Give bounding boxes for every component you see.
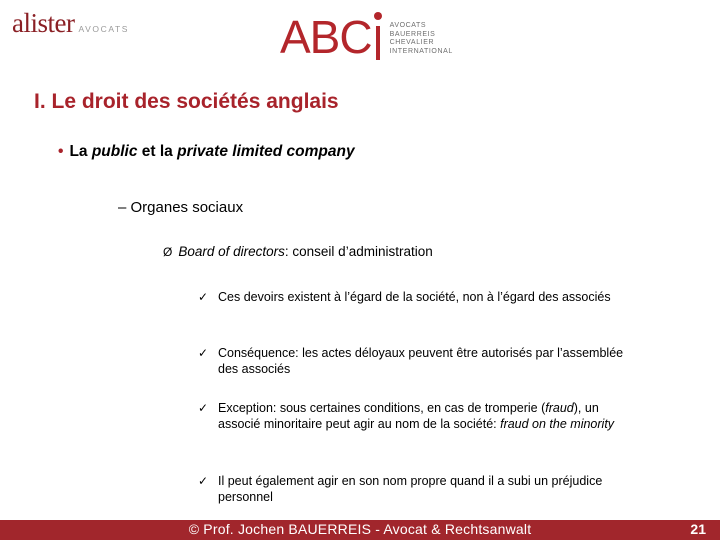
firm-line: CHEVALIER (389, 39, 435, 46)
alister-logo-subtitle: AVOCATS (78, 24, 130, 34)
alister-logo-word: alister (12, 8, 75, 38)
check-item-text (218, 401, 628, 432)
level1-text-middle: et la (137, 143, 178, 160)
check-item (198, 346, 628, 377)
slide-title: I. Le droit des sociétés anglais (34, 90, 339, 113)
level1-text-before: La (69, 143, 92, 160)
firm-line: AVOCATS (389, 22, 427, 29)
page-number: 21 (690, 521, 706, 537)
check-icon: ✓ (198, 346, 209, 360)
level1-public: public (91, 143, 138, 160)
footer-credit: © Prof. Jochen BAUERREIS - Avocat & Rechtsanwalt (188, 521, 532, 537)
check-item-text: Ces devoirs existent à l’égard de la société, non à l’égard des associés (218, 290, 611, 304)
check-text-part: ), un associé minoritaire peut agir au nom de la société: (218, 401, 599, 431)
firm-line: INTERNATIONAL (389, 47, 453, 55)
bullet-dot: • (58, 143, 64, 160)
bullet-level-1 (58, 143, 355, 161)
arrow-bullet-icon: Ø (163, 245, 173, 259)
abci-firm-name (390, 22, 453, 56)
abci-logo-bar (376, 26, 380, 60)
check-item-text: Il peut également agir en son nom propre quand il a subi un préjudice personnel (218, 474, 603, 504)
abci-logo-letters: ABC (280, 11, 372, 63)
abci-logo (280, 12, 453, 62)
abci-logo-i-mark (372, 12, 386, 62)
check-icon: ✓ (198, 401, 209, 415)
alister-logo (12, 8, 129, 39)
check-item (198, 401, 628, 432)
check-icon: ✓ (198, 474, 209, 488)
level1-private: private limited company (177, 143, 355, 160)
fraud-on-minority-term: fraud on the minority (500, 416, 615, 431)
check-text-part: Exception: sous certaines conditions, en cas de tromperie ( (218, 401, 546, 415)
firm-line: BAUERREIS (389, 30, 436, 38)
level3-italic: Board of directors (178, 244, 285, 259)
bullet-level-3 (163, 244, 433, 259)
abci-logo-dot (374, 12, 382, 20)
fraud-term: fraud (545, 401, 574, 415)
check-item (198, 290, 628, 306)
check-icon: ✓ (198, 290, 209, 304)
check-item-text: Conséquence: les actes déloyaux peuvent être autorisés par l’assemblée des associés (218, 346, 624, 376)
bullet-level-2: – Organes sociaux (118, 199, 244, 216)
footer-bar (0, 520, 720, 540)
check-item (198, 474, 628, 505)
level3-rest: : conseil d’administration (284, 244, 433, 259)
